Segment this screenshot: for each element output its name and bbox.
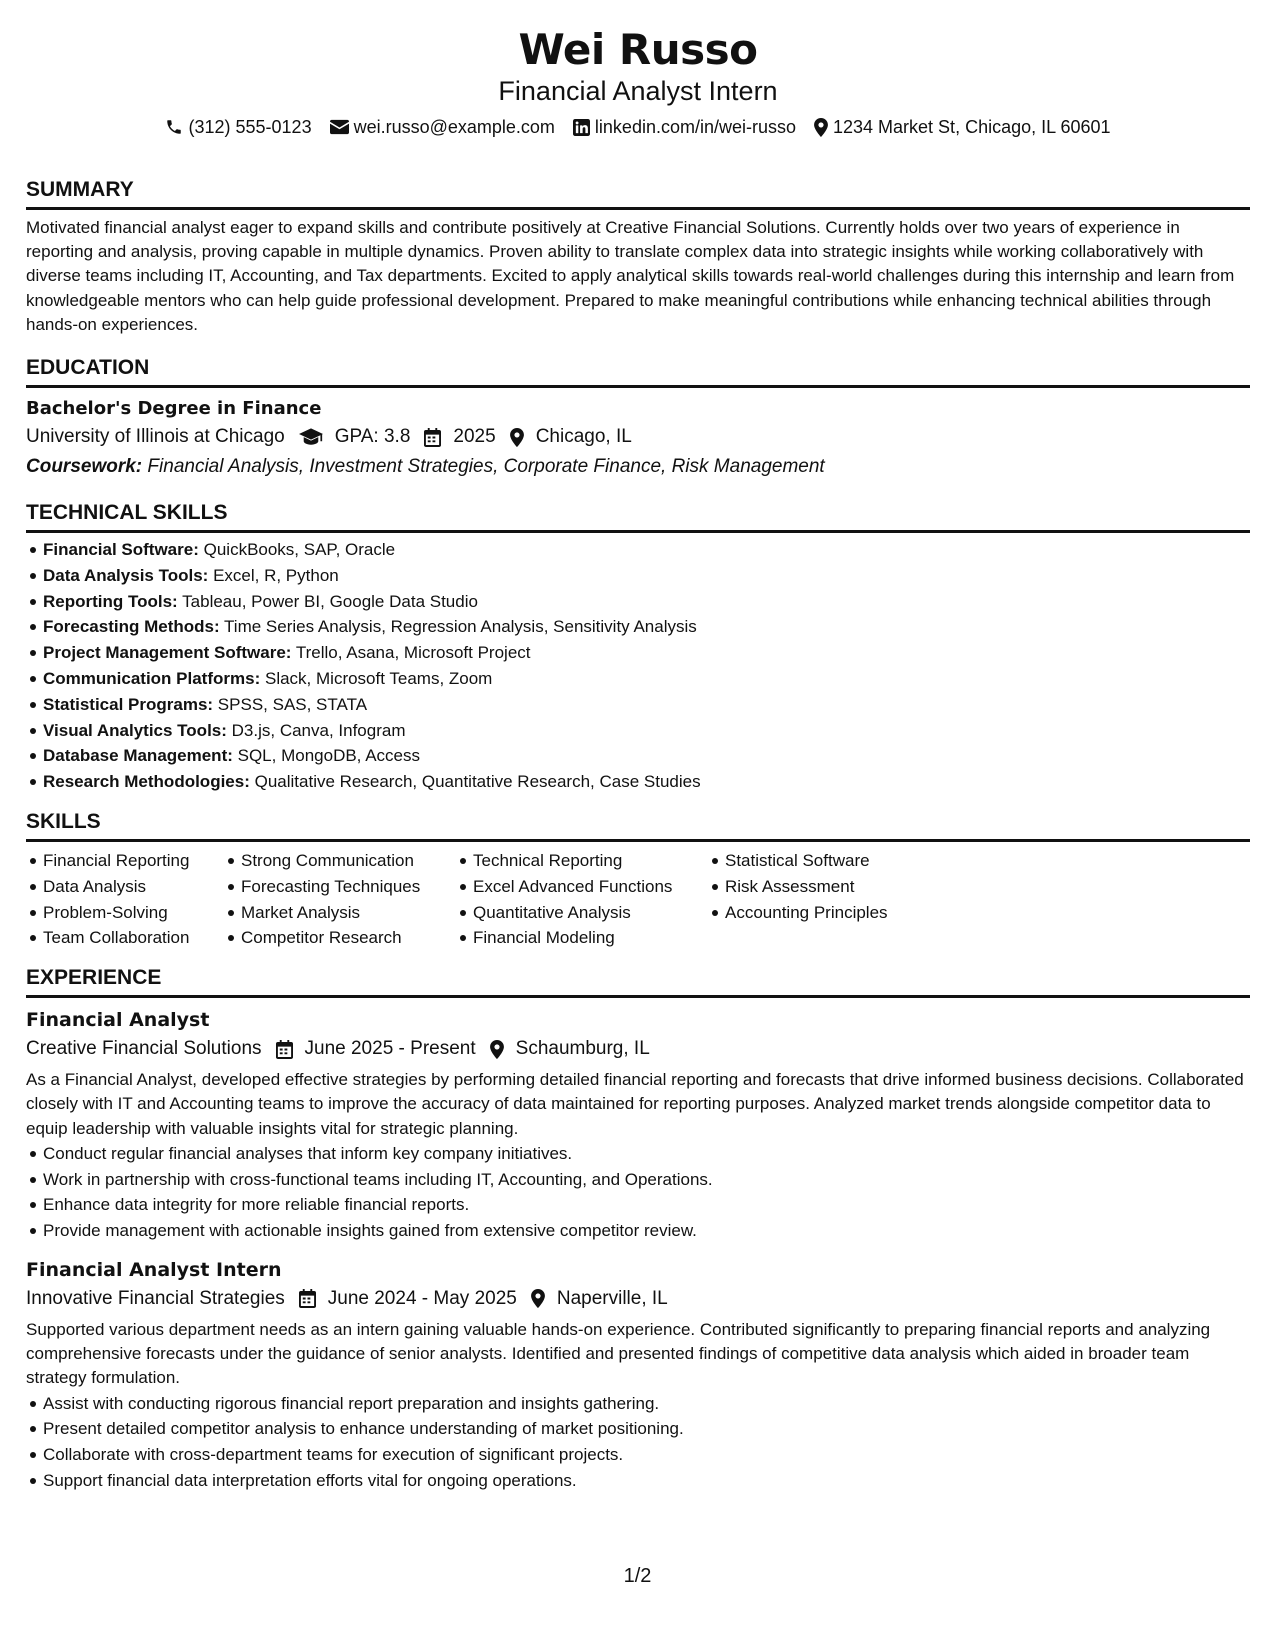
skill-value: Time Series Analysis, Regression Analysis, Sensitivity Analysis bbox=[224, 617, 697, 637]
map-pin-icon bbox=[814, 118, 828, 137]
calendar-icon bbox=[299, 1289, 316, 1308]
experience-section bbox=[26, 965, 1250, 1494]
summary-heading: SUMMARY bbox=[26, 177, 1250, 210]
coursework-line bbox=[26, 452, 1250, 482]
job-bullets bbox=[26, 1391, 1250, 1494]
contact-address-text: 1234 Market St, Chicago, IL 60601 bbox=[833, 117, 1111, 137]
graduation-cap-icon bbox=[299, 428, 323, 446]
contact-linkedin-text[interactable]: linkedin.com/in/wei-russo bbox=[594, 117, 796, 137]
candidate-role: Financial Analyst Intern bbox=[498, 76, 778, 106]
skill-value: D3.js, Canva, Infogram bbox=[231, 720, 406, 740]
contact-address bbox=[814, 114, 1111, 140]
list-item: Collaborate with cross-department teams for execution of significant projects. bbox=[26, 1442, 1250, 1468]
list-item bbox=[26, 589, 1250, 615]
list-item: Assist with conducting rigorous financial report preparation and insights gathering. bbox=[26, 1391, 1250, 1417]
skill-value: Excel, R, Python bbox=[213, 565, 339, 585]
list-item: Present detailed competitor analysis to enhance understanding of market positioning. bbox=[26, 1416, 1250, 1442]
technical-skills-list bbox=[26, 537, 1250, 795]
envelope-icon bbox=[330, 119, 349, 135]
list-item: Statistical Software bbox=[708, 848, 948, 874]
list-item bbox=[26, 718, 1250, 744]
list-item: Technical Reporting bbox=[456, 848, 708, 874]
list-item bbox=[26, 666, 1250, 692]
list-item bbox=[26, 537, 1250, 563]
list-item: Problem-Solving bbox=[26, 900, 224, 926]
skill-label: Visual Analytics Tools: bbox=[43, 720, 227, 740]
skills-heading: SKILLS bbox=[26, 809, 1250, 842]
list-item: Excel Advanced Functions bbox=[456, 874, 708, 900]
technical-skills-section bbox=[26, 500, 1250, 795]
summary-section bbox=[26, 177, 1250, 337]
list-item: Competitor Research bbox=[224, 925, 456, 951]
contact-email-text[interactable]: wei.russo@example.com bbox=[353, 117, 555, 137]
skills-column bbox=[456, 848, 708, 951]
skills-column bbox=[708, 848, 948, 951]
skill-label: Data Analysis Tools: bbox=[43, 565, 209, 585]
skill-label: Research Methodologies: bbox=[43, 772, 250, 792]
job-entry bbox=[26, 1256, 1250, 1494]
education-section bbox=[26, 355, 1250, 482]
map-pin-icon bbox=[531, 1289, 545, 1308]
skill-label: Financial Software: bbox=[43, 540, 199, 560]
skill-value: Slack, Microsoft Teams, Zoom bbox=[264, 669, 493, 688]
list-item: Conduct regular financial analyses that inform key company initiatives. bbox=[26, 1141, 1250, 1167]
education-heading: EDUCATION bbox=[26, 355, 1250, 388]
company-name: Creative Financial Solutions bbox=[26, 1038, 262, 1060]
list-item: Market Analysis bbox=[224, 900, 456, 926]
list-item: Quantitative Analysis bbox=[456, 900, 708, 926]
technical-skills-heading: TECHNICAL SKILLS bbox=[26, 500, 1250, 533]
job-dates: June 2025 - Present bbox=[304, 1038, 476, 1060]
skill-value: SPSS, SAS, STATA bbox=[217, 694, 368, 714]
linkedin-icon bbox=[573, 119, 590, 136]
job-meta bbox=[26, 1034, 1250, 1064]
job-description: As a Financial Analyst, developed effective strategies by performing detailed financial reporting and forecasts that drive informed business decisions. Collaborated closely with IT and Accounting teams to improve the accuracy of data maintained for reporting purposes. Analyzed market trends alongside competitor data to equip leadership with valuable insights vital for strategic planning. bbox=[26, 1070, 1244, 1138]
page-number: 1/2 bbox=[623, 1565, 652, 1587]
job-description: Supported various department needs as an intern gaining valuable hands-on experience. Contributed significantly to preparing financial reports and analyzing comprehensive forecasts under the guidance of senior analysts. Identified and presented findings of competitive data analysis which aided in broader team strategy formulation. bbox=[26, 1319, 1211, 1388]
contact-phone-text: (312) 555-0123 bbox=[188, 117, 312, 137]
contact-bar bbox=[26, 114, 1250, 140]
contact-linkedin[interactable] bbox=[573, 114, 796, 140]
skill-value: Tableau, Power BI, Google Data Studio bbox=[182, 591, 478, 611]
job-entry bbox=[26, 1006, 1250, 1244]
list-item: Financial Modeling bbox=[456, 925, 708, 951]
skill-value: QuickBooks, SAP, Oracle bbox=[203, 540, 396, 560]
list-item: Accounting Principles bbox=[708, 900, 948, 926]
job-location: Schaumburg, IL bbox=[515, 1038, 650, 1060]
coursework-list: Financial Analysis, Investment Strategies, Corporate Finance, Risk Management bbox=[147, 456, 825, 478]
job-title: Financial Analyst bbox=[26, 1009, 210, 1032]
list-item: Strong Communication bbox=[224, 848, 456, 874]
skill-label: Project Management Software: bbox=[43, 643, 292, 663]
contact-phone bbox=[165, 114, 311, 140]
skill-label: Statistical Programs: bbox=[43, 694, 214, 714]
list-item bbox=[26, 640, 1250, 666]
candidate-name: Wei Russo bbox=[518, 25, 758, 74]
list-item: Financial Reporting bbox=[26, 848, 224, 874]
resume-header bbox=[26, 0, 1250, 140]
calendar-icon bbox=[276, 1040, 293, 1059]
list-item bbox=[26, 614, 1250, 640]
map-pin-icon bbox=[490, 1040, 504, 1059]
job-bullets bbox=[26, 1141, 1250, 1244]
list-item bbox=[26, 563, 1250, 589]
list-item: Risk Assessment bbox=[708, 874, 948, 900]
list-item: Data Analysis bbox=[26, 874, 224, 900]
summary-text: Motivated financial analyst eager to expand skills and contribute positively at Creative Financial Solutions. Currently holds over two years of experience in reporting and analysis, proving capable in multiple dynamics. Proven ability to translate complex data into strategic insights while working collaboratively with diverse teams including IT, Accounting, and Tax departments. Excited to apply analytical skills towards real-world challenges during this internship and learn from knowledgeable mentors who can help guide professional development. Prepared to make meaningful contributions while enhancing technical abilities through hands-on experiences. bbox=[26, 218, 1235, 334]
resume-page bbox=[26, 0, 1250, 1494]
skill-label: Reporting Tools: bbox=[43, 591, 178, 611]
company-name: Innovative Financial Strategies bbox=[26, 1287, 285, 1309]
list-item: Support financial data interpretation efforts vital for ongoing operations. bbox=[26, 1468, 1250, 1494]
skills-grid bbox=[26, 848, 1250, 951]
list-item: Enhance data integrity for more reliable financial reports. bbox=[26, 1192, 1250, 1218]
skills-section bbox=[26, 809, 1250, 951]
experience-heading: EXPERIENCE bbox=[26, 965, 1250, 998]
job-title: Financial Analyst Intern bbox=[26, 1258, 282, 1281]
list-item bbox=[26, 769, 1250, 795]
job-meta bbox=[26, 1284, 1250, 1314]
school-name: University of Illinois at Chicago bbox=[26, 426, 285, 448]
school-location: Chicago, IL bbox=[535, 426, 632, 448]
list-item bbox=[26, 743, 1250, 769]
list-item: Work in partnership with cross-functional teams including IT, Accounting, and Operations. bbox=[26, 1167, 1250, 1193]
list-item: Team Collaboration bbox=[26, 925, 224, 951]
list-item bbox=[26, 692, 1250, 718]
skill-value: Trello, Asana, Microsoft Project bbox=[295, 643, 531, 663]
gpa-value: GPA: 3.8 bbox=[334, 426, 411, 448]
skill-value: Qualitative Research, Quantitative Research, Case Studies bbox=[254, 772, 701, 792]
skill-label: Database Management: bbox=[43, 746, 233, 766]
map-pin-icon bbox=[510, 428, 524, 447]
calendar-icon bbox=[424, 428, 441, 447]
skill-label: Forecasting Methods: bbox=[43, 617, 220, 637]
phone-icon bbox=[165, 118, 183, 136]
graduation-year: 2025 bbox=[453, 426, 496, 448]
skill-label: Communication Platforms: bbox=[43, 669, 261, 688]
education-meta bbox=[26, 422, 1250, 452]
list-item: Provide management with actionable insights gained from extensive competitor review. bbox=[26, 1218, 1250, 1244]
skills-column bbox=[224, 848, 456, 951]
list-item: Forecasting Techniques bbox=[224, 874, 456, 900]
contact-email[interactable] bbox=[330, 114, 555, 140]
job-location: Naperville, IL bbox=[556, 1287, 668, 1309]
job-dates: June 2024 - May 2025 bbox=[327, 1287, 517, 1309]
skills-column bbox=[26, 848, 224, 951]
coursework-label: Coursework: bbox=[26, 456, 143, 478]
skill-value: SQL, MongoDB, Access bbox=[237, 746, 420, 766]
degree-title: Bachelor's Degree in Finance bbox=[26, 398, 322, 420]
